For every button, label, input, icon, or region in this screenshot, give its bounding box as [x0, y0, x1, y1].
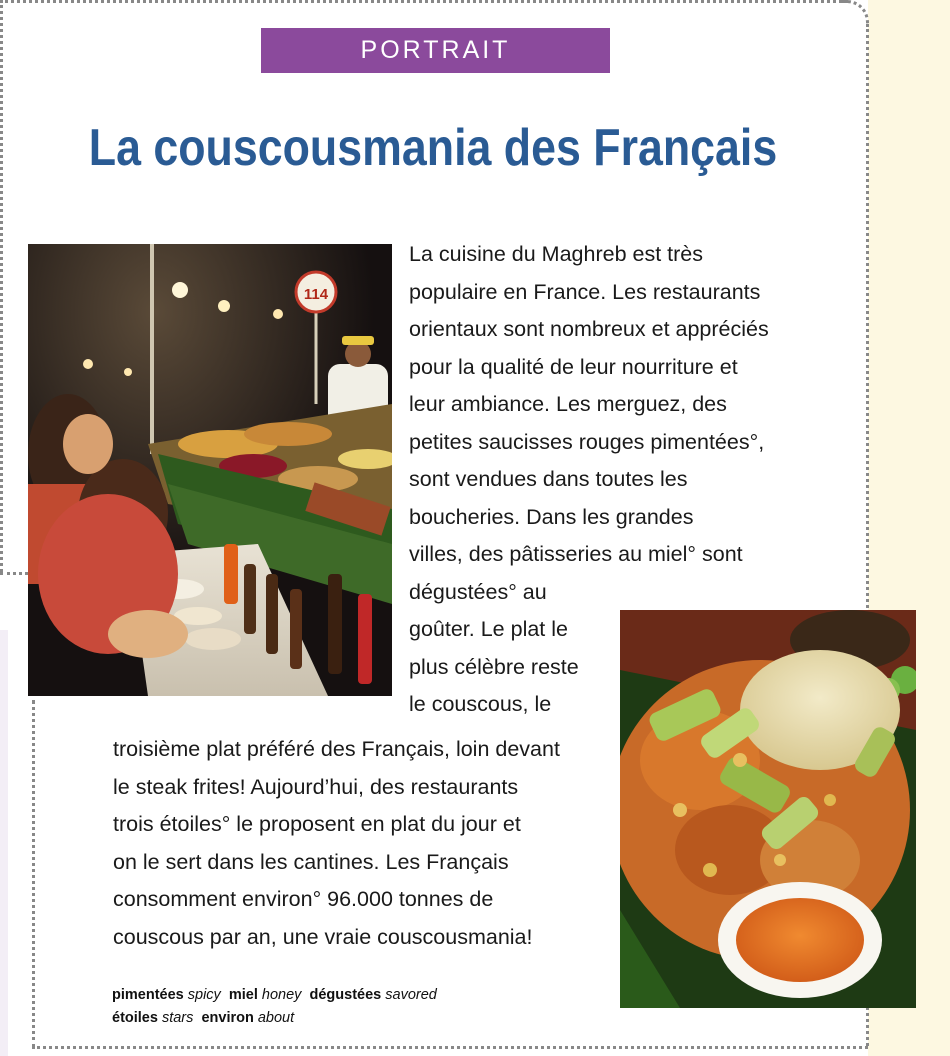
left-strip [0, 630, 8, 1056]
article-line: La cuisine du Maghreb est très [409, 242, 703, 266]
article-line: on le sert dans les cantines. Les Français [113, 849, 509, 874]
article-line: sont vendues dans toutes les [409, 467, 688, 491]
article-line: troisième plat préféré des Français, loin devant [113, 737, 560, 761]
frame-border [32, 1046, 868, 1049]
glossary-translation: about [257, 1010, 295, 1026]
glossary-term: environ [201, 1010, 254, 1026]
article-line: boucheries. Dans les grandes [409, 504, 694, 529]
article-line: plus célèbre reste [409, 654, 579, 679]
article-text-bottom [113, 731, 560, 956]
section-label: PORTRAIT [360, 36, 511, 64]
article-line: le steak frites! Aujourd’hui, des restaurants [113, 774, 519, 799]
glossary-line [112, 1007, 437, 1030]
article-line: dégustées° au [409, 579, 547, 604]
article-line: villes, des pâtisseries au miel° sont [409, 542, 743, 566]
article-line: leur ambiance. Les merguez, des [409, 392, 727, 416]
glossary-term: pimentées [112, 987, 184, 1003]
article-line: goûter. Le plat le [409, 617, 568, 641]
frame-corner [842, 0, 869, 27]
glossary-translation: honey [261, 987, 302, 1003]
article-line: le couscous, le [409, 692, 552, 716]
frame-border [0, 0, 3, 572]
market-photo [28, 244, 392, 696]
glossary-translation: stars [161, 1010, 194, 1026]
glossary-term: dégustées [309, 987, 382, 1003]
glossary-line [112, 984, 437, 1007]
page-title: La couscousmania des Français [88, 119, 778, 177]
glossary [112, 984, 437, 1030]
glossary-term: étoiles [112, 1010, 158, 1026]
section-badge [261, 28, 610, 73]
stall-sign-number: 114 [303, 286, 329, 303]
article-line: orientaux sont nombreux et appréciés [409, 317, 769, 341]
article-line: petites saucisses rouges pimentées°, [409, 429, 765, 454]
glossary-translation: savored [385, 987, 437, 1003]
glossary-translation: spicy [187, 987, 221, 1003]
article-line: couscous par an, une vraie couscousmania! [113, 924, 533, 949]
frame-border [32, 700, 35, 1048]
glossary-term: miel [228, 987, 258, 1003]
article-line: consomment environ° 96.000 tonnes de [113, 887, 494, 911]
article-line: pour la qualité de leur nourriture et [409, 354, 738, 379]
frame-border [0, 0, 848, 3]
article-line: populaire en France. Les restaurants [409, 279, 761, 304]
article-line: trois étoiles° le proposent en plat du jour et [113, 812, 521, 836]
couscous-photo [620, 610, 916, 1008]
